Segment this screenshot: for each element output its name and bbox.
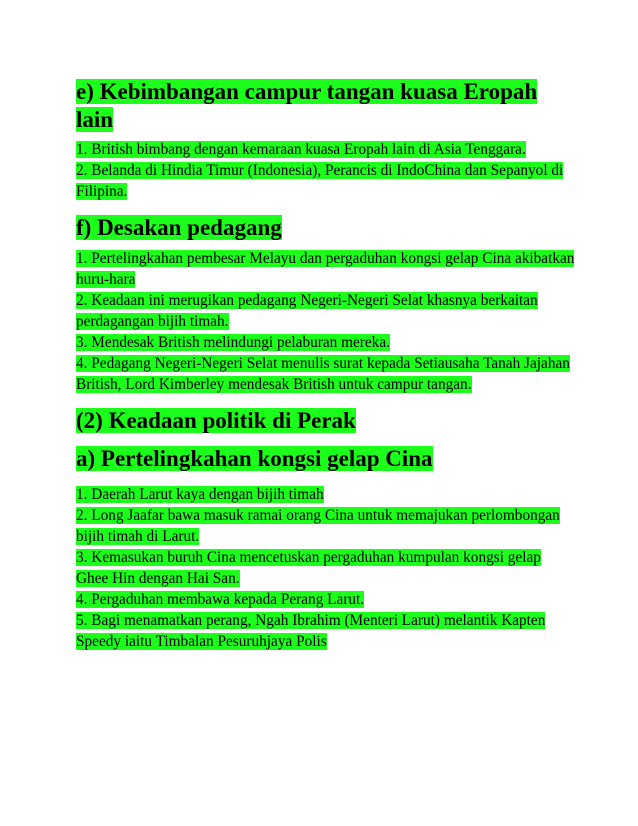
list-item: 1. Daerah Larut kaya dengan bijih timah (76, 486, 324, 503)
list-item: 2. Keadaan ini merugikan pedagang Negeri-Negeri Selat khasnya berkaitan perdagangan bijih timah. (76, 292, 538, 330)
list-item: 2. Belanda di Hindia Timur (Indonesia), Perancis di IndoChina dan Sepanyol di Filipina. (76, 162, 564, 200)
section-heading: a) Pertelingkahan kongsi gelap Cina (76, 446, 433, 471)
section-heading: f) Desakan pedagang (76, 215, 282, 240)
section-body (76, 248, 576, 395)
list-item: 1. British bimbang dengan kemaraan kuasa Eropah lain di Asia Tenggara. (76, 141, 526, 158)
section-body (76, 139, 576, 202)
document-page (76, 78, 576, 652)
list-item: 2. Long Jaafar bawa masuk ramai orang Cina untuk memajukan perlombongan bijih timah di Larut. (76, 507, 560, 545)
list-item: 1. Pertelingkahan pembesar Melayu dan pergaduhan kongsi gelap Cina akibatkan huru-hara (76, 250, 575, 288)
list-item: 4. Pergaduhan membawa kepada Perang Larut. (76, 591, 365, 608)
section-heading: e) Kebimbangan campur tangan kuasa Eropah lain (76, 79, 538, 132)
list-item: 5. Bagi menamatkan perang, Ngah Ibrahim (Menteri Larut) melantik Kapten Speedy iaitu Timbalan Pesuruhjaya Polis (76, 612, 546, 650)
list-item: 4. Pedagang Negeri-Negeri Selat menulis surat kepada Setiausaha Tanah Jajahan British, Lord Kimberley mendesak British untuk campur tangan. (76, 355, 570, 393)
section-body (76, 484, 576, 652)
list-item: 3. Kemasukan buruh Cina mencetuskan pergaduhan kumpulan kongsi gelap Ghee Hin dengan Hai San. (76, 549, 541, 587)
section-heading: (2) Keadaan politik di Perak (76, 408, 356, 433)
list-item: 3. Mendesak British melindungi pelaburan mereka. (76, 334, 390, 351)
